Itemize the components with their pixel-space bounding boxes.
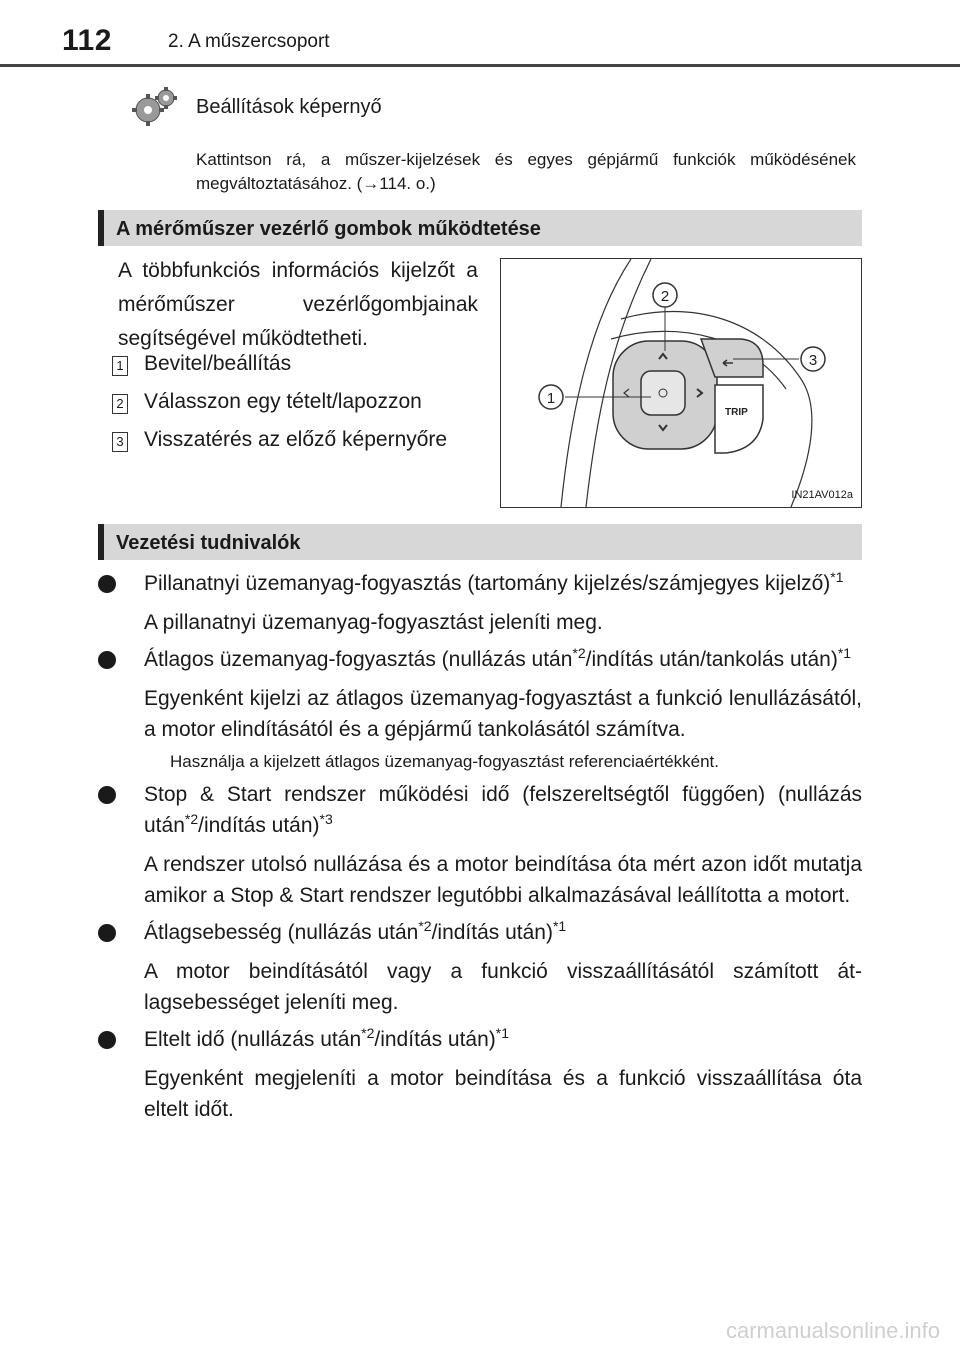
number-badge: 1 [112, 356, 128, 376]
bullet-title: Eltelt idő (nullázás után [144, 1028, 362, 1051]
bullet-icon [98, 1031, 116, 1049]
bullet-icon [98, 651, 116, 669]
number-badge: 3 [112, 432, 128, 452]
list-item [112, 390, 492, 428]
chapter-title: 2. A műszercsoport [168, 31, 330, 52]
trip-button-label: TRIP [725, 407, 748, 418]
footnote-ref: *1 [837, 645, 852, 661]
number-badge: 2 [112, 394, 128, 414]
list-item [112, 428, 492, 466]
bullet-description: A motor beindításától vagy a funkció visszaállításától számított átlagsebességet jeleníti meg. [144, 960, 862, 1014]
footnote-ref: *2 [572, 645, 586, 661]
footnote-ref: *2 [418, 918, 432, 934]
bullet-title-cont: /indítás után) [198, 814, 320, 837]
bullet-description: Egyenként kijelzi az átlagos üzemanyag-fogyasztást a funkció lenullázásától, a motor elindításától és a gépjármű tankolásától számítva. [144, 687, 862, 741]
bullet-title-cont: /indítás után) [374, 1028, 496, 1051]
section-header-controls [98, 210, 862, 246]
bullet-title-cont: /indítás után) [431, 921, 553, 944]
bullet-item [98, 568, 862, 638]
bullet-item [98, 779, 862, 911]
intro-paragraph: A többfunkciós információs kijelzőt a mérőműszer vezérlőgombjainak segítségével működtetheti. [118, 259, 478, 350]
bullet-icon [98, 575, 116, 593]
bullet-title: Átlagos üzemanyag-fogyasztás (nullázás után [144, 648, 573, 671]
callout-3: 3 [808, 352, 818, 369]
figure-code: IN21AV012a [791, 489, 853, 501]
section-title: Vezetési tudnivalók [116, 532, 301, 554]
bullet-description: A pillanatnyi üzemanyag-fogyasztást jeleníti meg. [144, 611, 603, 634]
footnote-ref: *1 [830, 569, 844, 585]
bullet-title: Átlagsebesség (nullázás után [144, 921, 419, 944]
bullet-note: Használja a kijelzett átlagos üzemanyag-fogyasztást referenciaértékként. [170, 752, 720, 771]
steering-switch-figure [500, 258, 862, 508]
bullet-title: Stop & Start rendszer működési idő (felszereltségtől függően) (nullázás után [144, 783, 862, 837]
footnote-ref: *3 [319, 811, 333, 827]
bullet-item [98, 644, 862, 773]
bullet-title-cont: /indítás után/tankolás után) [585, 648, 838, 671]
bullet-title: Pillanatnyi üzemanyag-fogyasztás (tartomány kijelzés/számjegyes kijelző) [144, 572, 831, 595]
footnote-ref: *2 [361, 1025, 375, 1041]
bullet-description: Egyenként megjeleníti a motor beindítása és a funkció visszaállítása óta eltelt időt. [144, 1067, 862, 1121]
list-item-text: Válasszon egy tételt/lapozzon [144, 390, 422, 413]
bullet-item [98, 1024, 862, 1125]
bullet-icon [98, 924, 116, 942]
settings-description: Kattintson rá, a műszer-kijelzések és egyes gépjármű funkciók működésének megváltoztatásához. (→114. o.) [196, 150, 856, 193]
gear-icon [128, 84, 182, 130]
list-item-text: Visszatérés az előző képernyőre [144, 428, 448, 451]
bullet-icon [98, 786, 116, 804]
header-divider [0, 64, 960, 67]
page-number: 112 [62, 24, 112, 57]
callout-1: 1 [546, 390, 556, 407]
callout-2: 2 [660, 288, 670, 305]
list-item-text: Bevitel/beállítás [144, 352, 292, 375]
bullet-list [98, 568, 862, 1125]
list-item [112, 352, 492, 390]
numbered-list [112, 352, 492, 466]
bullet-item [98, 917, 862, 1018]
footnote-ref: *1 [552, 918, 567, 934]
bullet-description: A rendszer utolsó nullázása és a motor beindítása óta mért azon időt mutatja amikor a Stop & Start rendszer legutóbbi alkalmazásával leállította a motort. [144, 853, 862, 907]
watermark: carmanualsonline.info [725, 1318, 940, 1343]
footnote-ref: *1 [495, 1025, 510, 1041]
footnote-ref: *2 [184, 811, 199, 827]
section-title: A mérőműszer vezérlő gombok működtetése [116, 218, 541, 240]
section-header-driving-info [98, 524, 862, 560]
steering-switch-illustration [501, 259, 861, 507]
settings-title: Beállítások képernyő [196, 96, 382, 118]
